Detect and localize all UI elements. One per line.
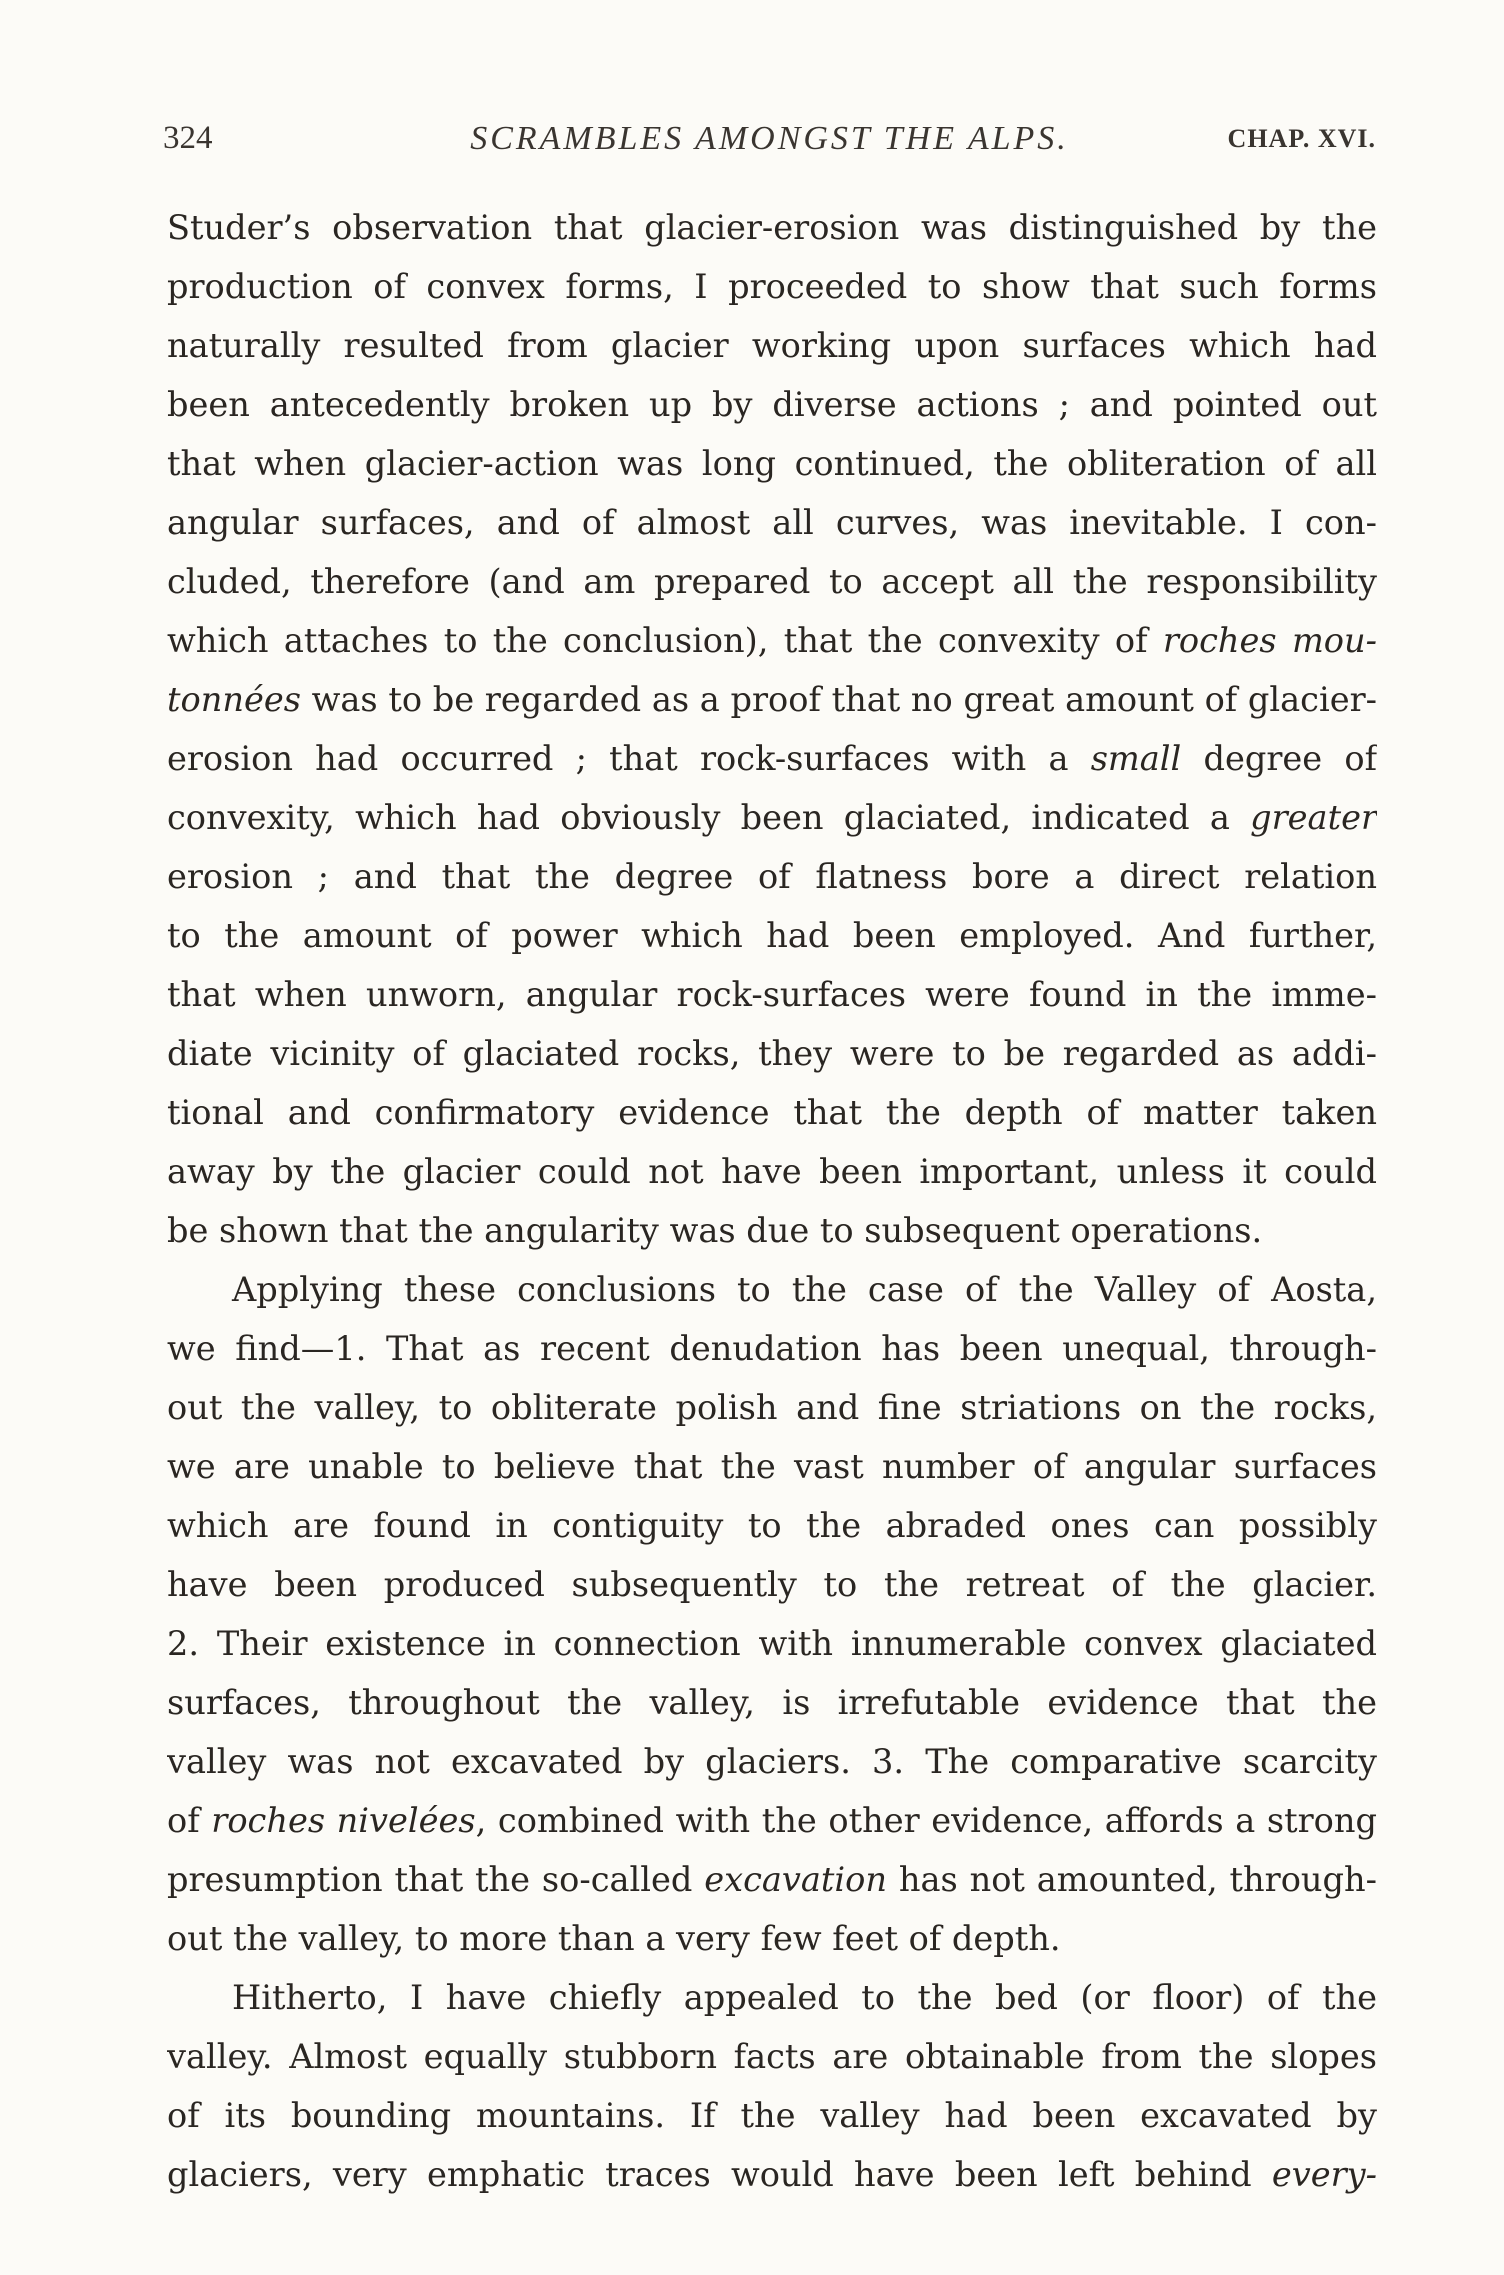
text-run: we find—1. That as recent denudation has been unequal, through- bbox=[167, 1329, 1377, 1368]
text-run: valley. Almost equally stubborn facts are obtainable from the slopes bbox=[167, 2037, 1377, 2076]
text-run: glaciers, very emphatic traces would have been left behind bbox=[167, 2155, 1272, 2194]
text-run: , combined with the other evidence, affords a strong bbox=[475, 1801, 1377, 1840]
text-line bbox=[167, 1142, 1377, 1201]
text-line bbox=[167, 316, 1377, 375]
italic-text: roches mou- bbox=[1162, 621, 1377, 660]
text-line bbox=[167, 847, 1377, 906]
text-run: Hitherto, I have chiefly appealed to the bed (or floor) of the bbox=[232, 1978, 1377, 2017]
text-line bbox=[167, 1437, 1377, 1496]
text-line bbox=[167, 965, 1377, 1024]
text-run: which are found in contiguity to the abraded ones can possibly bbox=[167, 1506, 1377, 1545]
text-line bbox=[167, 670, 1377, 729]
text-run: Studer’s observation that glacier-erosion was distinguished by the bbox=[167, 208, 1377, 247]
text-line bbox=[167, 552, 1377, 611]
text-line bbox=[167, 434, 1377, 493]
text-run: erosion had occurred ; that rock-surfaces with a bbox=[167, 739, 1091, 778]
page-header bbox=[163, 120, 1376, 170]
text-line bbox=[167, 1260, 1377, 1319]
text-run: to the amount of power which had been employed. And further, bbox=[167, 916, 1377, 955]
body-text bbox=[167, 198, 1377, 2204]
text-run: diate vicinity of glaciated rocks, they were to be regarded as addi- bbox=[167, 1034, 1377, 1073]
text-line bbox=[167, 906, 1377, 965]
text-line bbox=[167, 1024, 1377, 1083]
italic-text: roches nivelées bbox=[211, 1801, 476, 1840]
text-run: 2. Their existence in connection with innumerable convex glaciated bbox=[167, 1624, 1377, 1663]
text-line bbox=[167, 375, 1377, 434]
running-title: SCRAMBLES AMONGST THE ALPS. bbox=[470, 120, 1069, 157]
text-line bbox=[167, 1968, 1377, 2027]
text-line bbox=[167, 1319, 1377, 1378]
text-run: which attaches to the conclusion), that the convexity of bbox=[167, 621, 1163, 660]
italic-text: excavation bbox=[704, 1860, 887, 1899]
text-line bbox=[167, 198, 1377, 257]
text-run: away by the glacier could not have been important, unless it could bbox=[167, 1152, 1377, 1191]
text-line bbox=[167, 1732, 1377, 1791]
text-line bbox=[167, 1791, 1377, 1850]
text-line bbox=[167, 1555, 1377, 1614]
text-line bbox=[167, 257, 1377, 316]
italic-text: every- bbox=[1271, 2155, 1377, 2194]
text-run: angular surfaces, and of almost all curves, was inevitable. I con- bbox=[167, 503, 1377, 542]
text-line bbox=[167, 729, 1377, 788]
text-line bbox=[167, 1083, 1377, 1142]
text-run: valley was not excavated by glaciers. 3. The comparative scarcity bbox=[167, 1742, 1377, 1781]
text-run: that when glacier-action was long continued, the obliteration of all bbox=[167, 444, 1377, 483]
text-line bbox=[167, 493, 1377, 552]
text-run: been antecedently broken up by diverse actions ; and pointed out bbox=[167, 385, 1377, 424]
text-run: erosion ; and that the degree of flatness bore a direct relation bbox=[167, 857, 1377, 896]
text-run: has not amounted, through- bbox=[886, 1860, 1377, 1899]
text-line bbox=[167, 2145, 1377, 2204]
text-run: we are unable to believe that the vast number of angular surfaces bbox=[167, 1447, 1377, 1486]
text-run: that when unworn, angular rock-surfaces were found in the imme- bbox=[167, 975, 1377, 1014]
text-run: degree of bbox=[1181, 739, 1377, 778]
italic-text: small bbox=[1090, 739, 1182, 778]
text-line bbox=[167, 611, 1377, 670]
text-line bbox=[167, 1614, 1377, 1673]
text-run: tional and confirmatory evidence that the depth of matter taken bbox=[167, 1093, 1377, 1132]
text-run: out the valley, to obliterate polish and fine striations on the rocks, bbox=[167, 1388, 1377, 1427]
page-number: 324 bbox=[163, 120, 213, 156]
text-line bbox=[167, 788, 1377, 847]
text-run: of bbox=[167, 1801, 212, 1840]
italic-text: tonnées bbox=[167, 680, 301, 719]
text-run: out the valley, to more than a very few feet of depth. bbox=[167, 1919, 1061, 1958]
text-line bbox=[167, 1378, 1377, 1437]
text-run: cluded, therefore (and am prepared to accept all the responsibility bbox=[167, 562, 1377, 601]
text-line bbox=[167, 1909, 1377, 1968]
text-line bbox=[167, 1201, 1377, 1260]
text-run: of its bounding mountains. If the valley had been excavated by bbox=[167, 2096, 1377, 2135]
text-run: be shown that the angularity was due to subsequent operations. bbox=[167, 1211, 1263, 1250]
text-line bbox=[167, 2027, 1377, 2086]
text-run: Applying these conclusions to the case of the Valley of Aosta, bbox=[232, 1270, 1377, 1309]
text-run: convexity, which had obviously been glaciated, indicated a bbox=[167, 798, 1251, 837]
text-run: have been produced subsequently to the retreat of the glacier. bbox=[167, 1565, 1377, 1604]
text-run: was to be regarded as a proof that no great amount of glacier- bbox=[300, 680, 1377, 719]
text-run: production of convex forms, I proceeded to show that such forms bbox=[167, 267, 1377, 306]
italic-text: greater bbox=[1250, 798, 1377, 837]
text-line bbox=[167, 2086, 1377, 2145]
text-run: surfaces, throughout the valley, is irrefutable evidence that the bbox=[167, 1683, 1377, 1722]
chapter-label: CHAP. XVI. bbox=[1227, 124, 1376, 153]
text-line bbox=[167, 1496, 1377, 1555]
text-line bbox=[167, 1850, 1377, 1909]
text-run: presumption that the so-called bbox=[167, 1860, 705, 1899]
text-run: naturally resulted from glacier working upon surfaces which had bbox=[167, 326, 1377, 365]
text-line bbox=[167, 1673, 1377, 1732]
